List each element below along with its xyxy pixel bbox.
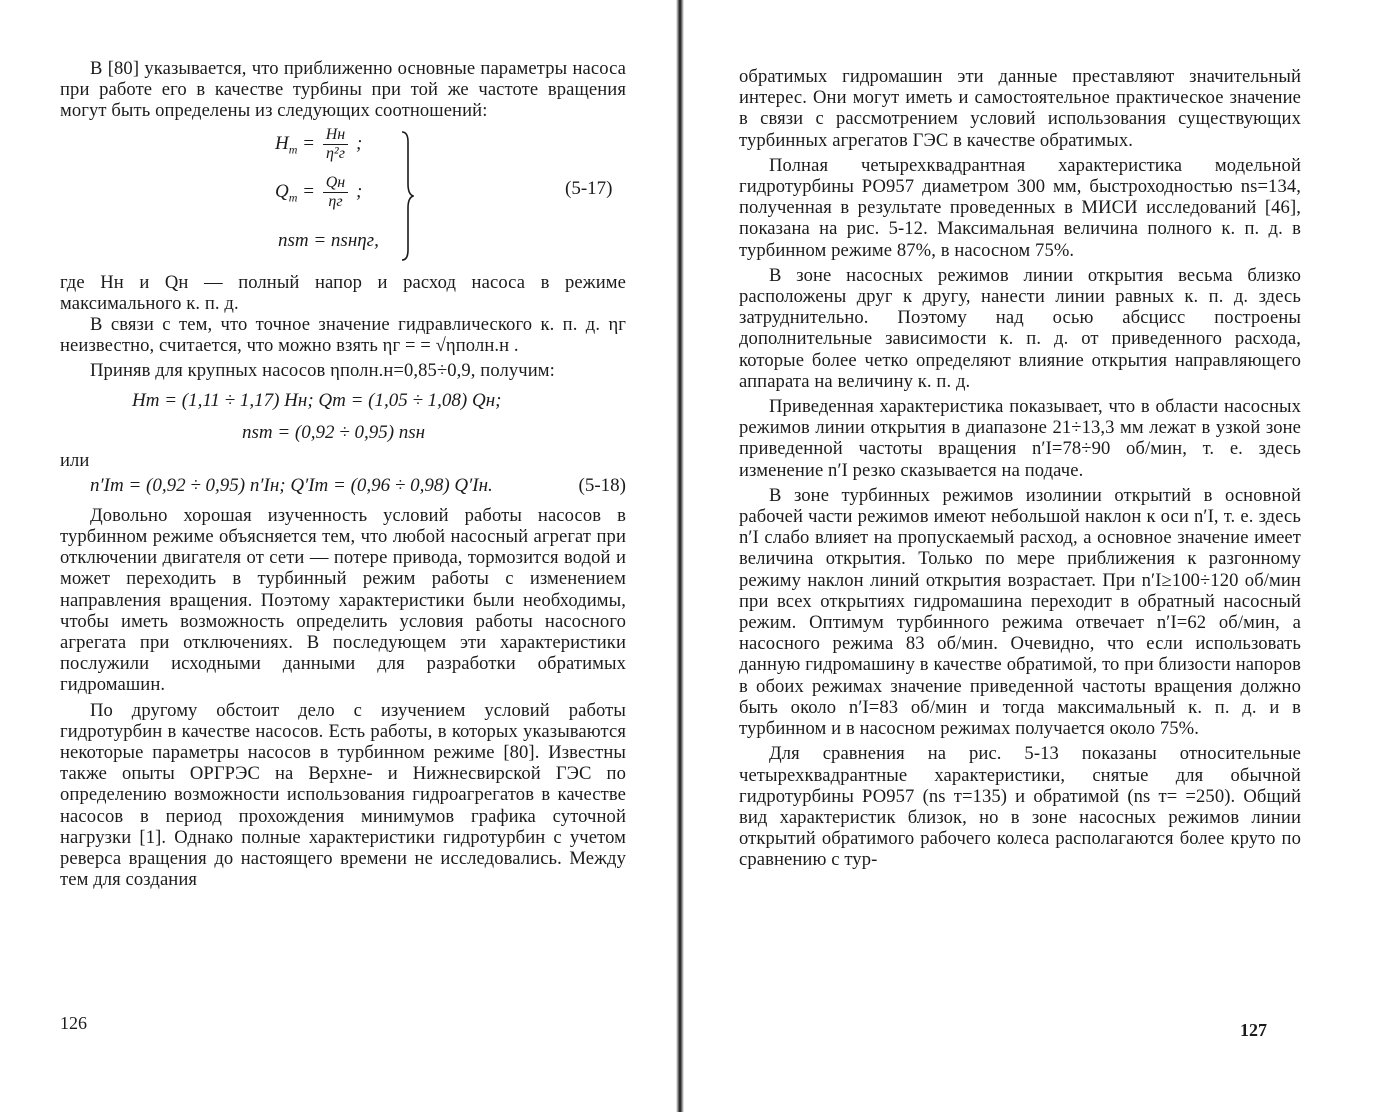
formula-5-17-number: (5-17) [565, 177, 613, 199]
formula-ht-tail: ; [351, 132, 363, 154]
book-spine [676, 0, 684, 1112]
page-number-left: 126 [60, 1013, 87, 1033]
left-paragraph-4: Приняв для крупных насосов ηполн.н=0,85÷0,9, получим: [90, 360, 555, 382]
left-paragraph-5: Довольно хорошая изученность условий работы насосов в турбинном режиме объясняется тем, что любой насосный агрегат при отключении двигателя от сети — потере привода, тормозится водой и может переходить в турбинный режим работы с изменением направления вращения. Поэтому характеристики были необходимы, чтобы иметь возможность определить условия работы насосного агрегата при отключениях. В последующем эти характеристики послужили исходными данными для разработки обратимых гидромашин. [60, 504, 626, 696]
equation-nst: nsт = (0,92 ÷ 0,95) nsн [242, 421, 426, 443]
right-paragraph-3: В зоне насосных режимов линии открытия весьма близко расположены друг к другу, нанести линии равных к. п. д. здесь затруднительно. Поэтому над осью абсцисс построены дополнительные зависимости к. п. д. от приведенного расхода, которые более четко определяют влияние открытия направляющего аппарата на величину к. п. д. [739, 264, 1301, 392]
left-paragraph-3: В связи с тем, что точное значение гидравлического к. п. д. ηг неизвестно, считается, что можно взять ηг = = √ηполн.н . [60, 314, 626, 357]
left-paragraph-2: где Hн и Qн — полный напор и расход насоса в режиме максимального к. п. д. [60, 271, 626, 314]
left-paragraph-6: По другому обстоит дело с изучением условий работы гидротурбин в качестве насосов. Есть работы, в которых указываются некоторые параметры насосов в турбинном режиме [80]. Известны также опыты ОРГРЭС на Верхне- и Нижнесвирской ГЭС по определению возможности использования гидроагрегатов в качестве насосов в период прохождения минимумов графика суточной нагрузки [1]. Однако полные характеристики гидротурбин с учетом реверса вращения до настоящего времени не исследовались. Между тем для создания [60, 699, 626, 891]
right-text-column [739, 66, 1301, 871]
equation-5-18-number: (5-18) [578, 474, 626, 496]
formula-ht-fraction [323, 126, 349, 163]
formula-brace [400, 130, 414, 262]
formula-ht-numerator: Hн [323, 126, 349, 145]
left-paragraph-1: В [80] указывается, что приближенно основные параметры насоса при работе его в качестве турбины при той же частоте вращения могут быть определены из следующих соотношений: [60, 58, 626, 122]
formula-qt-numerator: Qн [323, 174, 349, 193]
formula-qt-tail: ; [351, 180, 363, 202]
formula-qt-denominator: ηг [328, 192, 343, 210]
right-paragraph-2: Полная четырехквадрантная характеристика модельной гидротурбины РО957 диаметром 300 мм, быстроходностью ns=134, полученная в результате проведенных в МИСИ исследований [46], показана на рис. 5-12. Максимальная величина полного к. п. д. в турбинном режиме 87%, в насосном 75%. [739, 154, 1301, 261]
equation-5-18 [60, 475, 626, 501]
or-word: или [60, 449, 90, 471]
formula-line-qt [275, 174, 362, 211]
formula-qt-sub: т [288, 190, 298, 205]
right-paragraph-1: обратимых гидромашин эти данные преставляют значительный интерес. Они могут иметь и самостоятельное практическое значение в связи с рассмотрением условий использования существующих турбинных агрегатов ГЭС в качестве обратимых. [739, 66, 1301, 151]
formula-qt-eq: = [297, 180, 320, 202]
formula-qt-fraction [323, 174, 349, 211]
left-text-column [60, 58, 626, 890]
right-paragraph-5: В зоне турбинных режимов изолинии открытий в основной рабочей части режимов имеют небольшой наклон к оси n′I, т. е. здесь n′I слабо влияет на пропускаемый расход, а основное значение имеет величина открытия. Только по мере приближения к разгонному режиму наклон линий открытия возрастает. При n′I≥100÷120 об/мин при всех открытиях гидромашина переходит в обратный насосный режим. Оптимум турбинного режима отвечает n′I=62 об/мин, а насосного режима 83 об/мин. Очевидно, что если использовать данную гидромашину в качестве обратимой, то при близости напоров в обоих режимах значение приведенной частоты вращения должно быть около n′I=83 об/мин и тогда максимальный к. п. д. и в турбинном и в насосном режимах получается около 75%. [739, 484, 1301, 740]
formula-qt-symbol: Q [275, 180, 289, 202]
formula-line-nst: nsт = nsнηг, [278, 229, 379, 251]
equation-5-18-body: n′Iт = (0,92 ÷ 0,95) n′Iн; Q′Iт = (0,96 ÷ 0,98) Q′Iн. [90, 474, 493, 496]
right-page [690, 0, 1380, 1112]
formula-ht-symbol: H [275, 132, 289, 154]
formula-5-17 [60, 122, 626, 270]
formula-ht-sub: т [288, 142, 298, 157]
formula-ht-denominator: η²г [325, 144, 345, 162]
equation-ht-qt: Hт = (1,11 ÷ 1,17) Hн; Qт = (1,05 ÷ 1,08) Qн; [132, 389, 502, 411]
right-paragraph-4: Приведенная характеристика показывает, что в области насосных режимов линии открытия в диапазоне 21÷13,3 мм лежат в узкой зоне приведенной частоты вращения n′I=78÷90 об/мин, т. е. здесь изменение n′I резко сказывается на подаче. [739, 396, 1301, 481]
formula-ht-eq: = [297, 132, 320, 154]
left-page [0, 0, 680, 1112]
right-paragraph-6: Для сравнения на рис. 5-13 показаны относительные четырехквадрантные характеристики, снятые для обычной гидротурбины РО957 (ns т=135) и обратимой (ns т= =250). Общий вид характеристик близок, но в зоне насосных режимов линии открытий обратимого рабочего колеса располагаются более круто по сравнению с тур- [739, 743, 1301, 871]
page-number-right: 127 [1240, 1020, 1267, 1040]
formula-line-ht [275, 126, 362, 163]
